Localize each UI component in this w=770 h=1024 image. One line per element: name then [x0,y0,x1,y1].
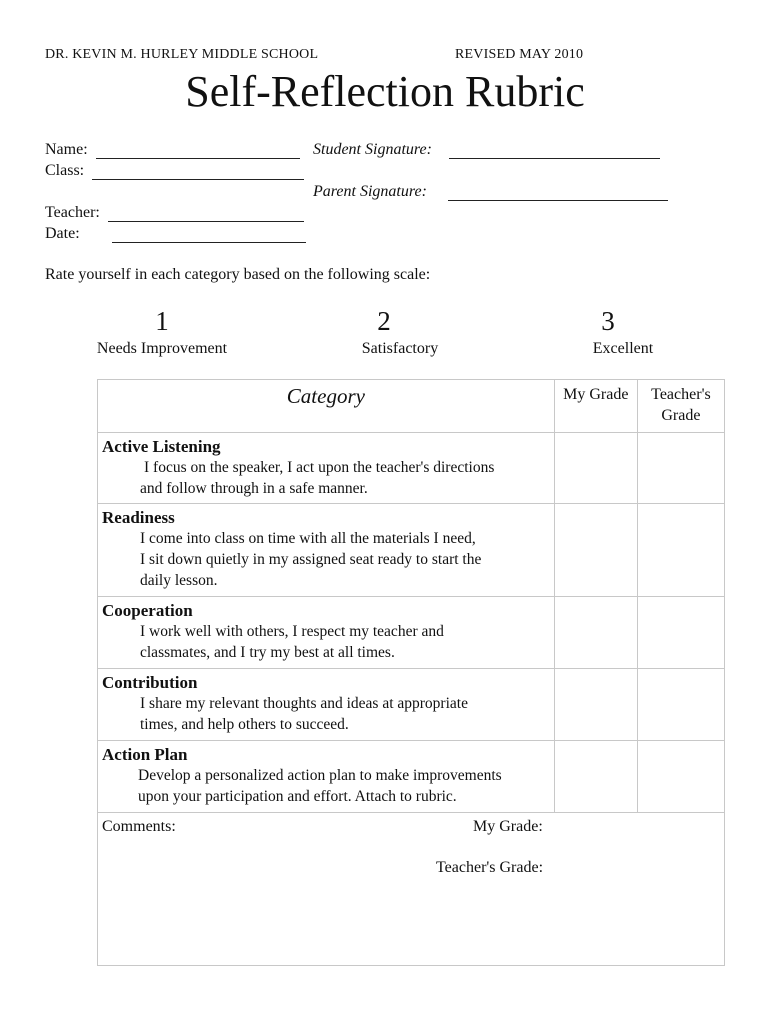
scale-number-3: 3 [601,306,615,336]
scale-number-1: 1 [155,306,169,336]
teacher-grade-cell[interactable] [637,741,724,813]
category-cell-active-listening [98,433,555,504]
parent-signature-field[interactable] [448,200,668,201]
name-field[interactable] [96,158,300,159]
row-desc-line: upon your participation and effort. Attach to rubric. [138,788,457,805]
teacher-grade-cell[interactable] [637,504,724,597]
row-desc-line: I share my relevant thoughts and ideas at appropriate [140,695,468,712]
category-header: Category [98,380,555,433]
comments-label: Comments: [102,818,176,835]
scale-number-2: 2 [377,306,391,336]
table-row [98,669,725,741]
row-desc-line: Develop a personalized action plan to make improvements [138,767,502,784]
teacher-grade-cell[interactable] [637,669,724,741]
row-desc-line: and follow through in a safe manner. [140,480,368,497]
teacher-grade-header-line1: Teacher's [651,386,711,403]
class-field[interactable] [92,179,304,180]
my-grade-cell[interactable] [554,669,637,741]
teacher-grade-header [637,380,724,433]
date-label: Date: [45,225,80,242]
date-field[interactable] [112,242,306,243]
page-title: Self-Reflection Rubric [185,67,585,116]
student-signature-label: Student Signature: [313,141,432,158]
teacher-grade-header-line2: Grade [661,407,701,424]
row-desc-line: I work well with others, I respect my teacher and [140,623,444,640]
row-desc-line: I focus on the speaker, I act upon the teacher's directions [144,459,495,476]
scale-label-2: Satisfactory [361,340,439,357]
teacher-label: Teacher: [45,204,100,221]
rubric-table [97,379,725,966]
parent-signature-label: Parent Signature: [313,183,427,200]
category-cell-contribution [98,669,555,741]
row-desc-line: classmates, and I try my best at all times. [140,644,395,661]
teacher-grade-cell[interactable] [637,433,724,504]
table-row [98,741,725,813]
teacher-field[interactable] [108,221,304,222]
revision-date: REVISED MAY 2010 [455,47,584,62]
row-title: Readiness [102,508,175,527]
row-desc-line: I sit down quietly in my assigned seat ready to start the [140,551,482,568]
name-label: Name: [45,141,88,158]
class-label: Class: [45,162,85,179]
my-grade-cell[interactable] [554,597,637,669]
row-desc-line: times, and help others to succeed. [140,716,349,733]
scale-label-1: Needs Improvement [96,340,228,357]
category-cell-readiness [98,504,555,597]
row-title: Cooperation [102,601,193,620]
category-cell-cooperation [98,597,555,669]
row-desc-line: daily lesson. [140,572,218,589]
comments-box[interactable] [98,813,725,966]
row-desc-line: I come into class on time with all the materials I need, [140,530,476,547]
school-name: DR. KEVIN M. HURLEY MIDDLE SCHOOL [45,47,319,62]
category-cell-action-plan [98,741,555,813]
my-grade-cell[interactable] [554,504,637,597]
teacher-grade-cell[interactable] [637,597,724,669]
table-row [98,597,725,669]
table-row [98,433,725,504]
instruction-text: Rate yourself in each category based on the following scale: [45,266,431,283]
table-row [98,504,725,597]
row-title: Contribution [102,673,198,692]
my-grade-header: My Grade [554,380,637,433]
final-teacher-grade-label: Teacher's Grade: [436,859,544,876]
row-title: Action Plan [102,745,188,764]
scale-label-3: Excellent [592,340,654,357]
final-my-grade-label: My Grade: [473,818,543,835]
my-grade-cell[interactable] [554,433,637,504]
row-title: Active Listening [102,437,221,456]
student-signature-field[interactable] [449,158,660,159]
my-grade-cell[interactable] [554,741,637,813]
